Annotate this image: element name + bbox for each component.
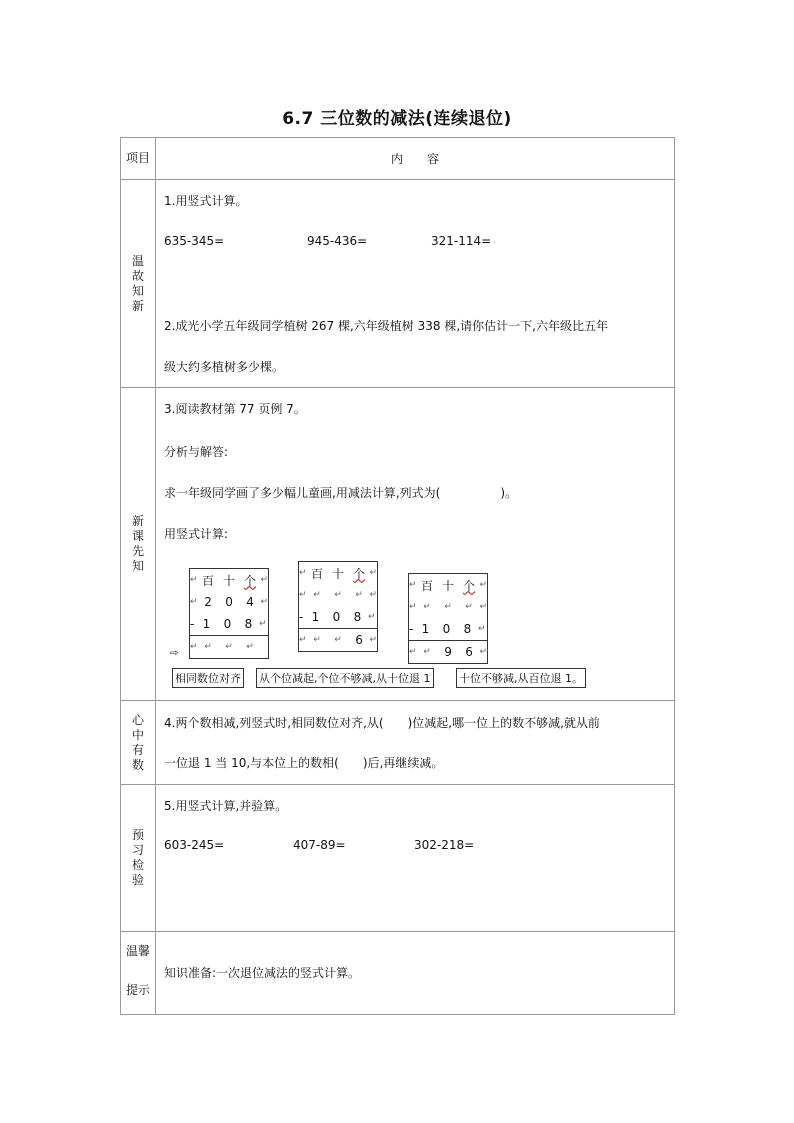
question-4-line1: 4.两个数相减,列竖式时,相同数位对齐,从( )位减起,哪一位上的数不够减,就从前 bbox=[164, 716, 600, 730]
section-key-points bbox=[121, 701, 675, 785]
digit: 2 bbox=[204, 595, 212, 609]
vertical-calc-label: 用竖式计算: bbox=[164, 527, 229, 541]
question-1: 1.用竖式计算。 bbox=[164, 194, 248, 208]
analysis-label: 分析与解答: bbox=[164, 445, 229, 459]
section-review bbox=[121, 180, 675, 388]
digit: 1 bbox=[311, 610, 320, 624]
place-ones: 个 bbox=[463, 578, 476, 593]
tip-ones-borrow: 从个位减起,个位不够减,从十位退 1 bbox=[256, 668, 434, 688]
result-cell: ↵ bbox=[423, 647, 431, 657]
place-tens: 十 bbox=[223, 573, 236, 588]
section-label-preview: 预习检验 bbox=[131, 828, 144, 887]
vertical-calc-1 bbox=[189, 568, 269, 659]
digit: ↵ bbox=[313, 590, 321, 600]
question-3: 3.阅读教材第 77 页例 7。 bbox=[164, 402, 306, 416]
minus-sign: - bbox=[190, 617, 195, 631]
expr-2: 945-436= bbox=[307, 234, 368, 248]
section-label-tips-bottom: 提示 bbox=[125, 983, 150, 997]
section-new-lesson bbox=[121, 388, 675, 701]
result-cell: ↵ bbox=[246, 642, 254, 652]
digit: 4 bbox=[246, 595, 254, 609]
place-hundreds: 百 bbox=[311, 566, 324, 581]
expr-5-3: 302-218= bbox=[414, 838, 475, 852]
result-cell: 6 bbox=[355, 633, 363, 647]
tip-tens-borrow: 十位不够减,从百位退 1。 bbox=[456, 668, 586, 688]
minus-sign: - bbox=[299, 610, 304, 624]
expr-5-1: 603-245= bbox=[164, 838, 225, 852]
digit: 8 bbox=[353, 610, 362, 624]
result-cell: 9 bbox=[444, 645, 452, 659]
calc-row-subtrahend: - 1 0 8 ↵ bbox=[409, 622, 486, 636]
tips-text: 知识准备:一次退位减法的竖式计算。 bbox=[164, 966, 361, 980]
digit: ↵ bbox=[423, 602, 431, 612]
question-4-line2: 一位退 1 当 10,与本位上的数相( )后,再继续减。 bbox=[164, 756, 444, 770]
result-cell: ↵ bbox=[334, 635, 342, 645]
question-2-line2: 级大约多植树多少棵。 bbox=[164, 360, 285, 374]
digit: 0 bbox=[223, 617, 232, 631]
section-label-review: 温故知新 bbox=[131, 253, 144, 313]
section-preview-check bbox=[121, 785, 675, 932]
question-2-line1: 2.成光小学五年级同学植树 267 棵,六年级植树 338 棵,请你估计一下,六年级比五年 bbox=[164, 319, 608, 333]
page-title: 6.7 三位数的减法(连续退位) bbox=[282, 109, 512, 129]
question-5: 5.用竖式计算,并验算。 bbox=[164, 799, 288, 813]
digit: 0 bbox=[442, 622, 451, 636]
calc-header-row: ↵ 百 十 个 ↵ bbox=[409, 578, 488, 593]
calc-row-result: ↵ ↵ 9 6 ↵ bbox=[409, 640, 487, 663]
place-hundreds: 百 bbox=[202, 573, 215, 588]
calc-header-row: ↵ 百 十 个 ↵ bbox=[190, 573, 269, 588]
calc-row-subtrahend: - 1 0 8 ↵ bbox=[299, 610, 376, 624]
place-ones: 个 bbox=[244, 573, 257, 588]
place-hundreds: 百 bbox=[421, 578, 434, 593]
digit: ↵ bbox=[465, 602, 473, 612]
digit: ↵ bbox=[355, 590, 363, 600]
calc-row-minuend: ↵ ↵ ↵ ↵ ↵ bbox=[299, 590, 378, 600]
calc-row-result: ↵ ↵ ↵ 6 ↵ bbox=[299, 628, 377, 651]
expr-3: 321-114= bbox=[431, 234, 492, 248]
result-cell: ↵ bbox=[313, 635, 321, 645]
result-cell: ↵ bbox=[204, 642, 212, 652]
calc-row-minuend: ↵ 2 0 4 ↵ bbox=[190, 595, 269, 609]
section-label-tips-top: 温馨 bbox=[125, 944, 150, 958]
header-item: 项目 bbox=[121, 138, 156, 180]
minus-sign: - bbox=[409, 622, 414, 636]
place-tens: 十 bbox=[332, 566, 345, 581]
digit: 0 bbox=[332, 610, 341, 624]
digit: 0 bbox=[225, 595, 233, 609]
expr-5-2: 407-89= bbox=[293, 838, 346, 852]
equation-prompt: 求一年级同学画了多少幅儿童画,用减法计算,列式为( )。 bbox=[164, 486, 517, 500]
result-cell: 6 bbox=[465, 645, 473, 659]
tip-align: 相同数位对齐 bbox=[172, 668, 244, 688]
digit: 8 bbox=[244, 617, 253, 631]
header-row bbox=[121, 138, 675, 180]
calc-row-minuend: ↵ ↵ ↵ ↵ ↵ bbox=[409, 602, 488, 612]
vertical-calc-2 bbox=[298, 561, 378, 652]
place-ones: 个 bbox=[353, 566, 366, 581]
digit: 1 bbox=[421, 622, 430, 636]
result-cell: ↵ bbox=[225, 642, 233, 652]
digit: ↵ bbox=[444, 602, 452, 612]
calc-row-result: ↵ ↵ ↵ ↵ bbox=[190, 635, 268, 658]
digit: ↵ bbox=[334, 590, 342, 600]
section-label-new: 新课先知 bbox=[131, 514, 144, 573]
place-tens: 十 bbox=[442, 578, 455, 593]
arrow-icon: ⇨ bbox=[170, 648, 179, 659]
section-tips bbox=[121, 932, 675, 1015]
vertical-calc-3 bbox=[408, 573, 488, 664]
digit: 8 bbox=[463, 622, 472, 636]
worksheet-table bbox=[120, 137, 675, 1015]
expr-1: 635-345= bbox=[164, 234, 225, 248]
header-content: 内 容 bbox=[156, 138, 675, 180]
digit: 1 bbox=[202, 617, 211, 631]
calc-header-row: ↵ 百 十 个 ↵ bbox=[299, 566, 378, 581]
calc-row-subtrahend: - 1 0 8 ↵ bbox=[190, 617, 267, 631]
section-label-key: 心中有数 bbox=[131, 712, 144, 772]
